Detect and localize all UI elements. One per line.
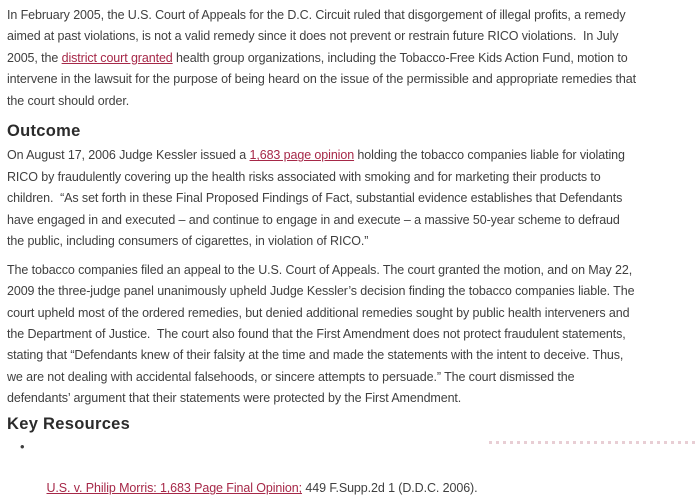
text-run: we are not dealing with accidental falsehoods, or sincere attempts to persuade.” The court dismissed the: [7, 369, 575, 384]
text-run: intervene in the lawsuit for the purpose of being heard on the issue of the permissible and appropriate remedies that: [7, 72, 636, 87]
text-run: defendants’ argument that their statements were protected by the First Amendment.: [7, 391, 462, 406]
resource-item-philip-morris: [7, 436, 693, 496]
paragraph-kessler-opinion: [7, 145, 693, 252]
text-run: have engaged in and executed – and continue to engage in and execute – a massive 50-year scheme to defraud: [7, 212, 620, 227]
text-line: [7, 303, 693, 324]
text-run: 2005, the: [7, 50, 62, 65]
text-run: The tobacco companies filed an appeal to the U.S. Court of Appeals. The court granted the motion, and on May 22,: [7, 262, 633, 277]
text-line: [7, 210, 693, 231]
next-line-crop-artifact: [489, 441, 697, 444]
text-run: health group organizations, including the Tobacco-Free Kids Action Fund, motion to: [172, 50, 628, 65]
text-line: [7, 5, 693, 26]
text-run: holding the tobacco companies liable for violating: [354, 148, 625, 163]
text-run: On August 17, 2006 Judge Kessler issued a: [7, 148, 250, 163]
text-line: [7, 345, 693, 366]
text-line: [7, 69, 693, 90]
text-line: [7, 388, 693, 409]
paragraph-appeal-decision: [7, 260, 693, 410]
text-run: children. “As set forth in these Final Proposed Findings of Fact, substantial evidence establishes that Defendants: [7, 191, 623, 206]
text-line: [7, 145, 693, 166]
text-run: stating that “Defendants knew of their falsity at the time and made the statements with the intent to deceive. Thus,: [7, 348, 624, 363]
philip-morris-final-opinion-link[interactable]: U.S. v. Philip Morris: 1,683 Page Final Opinion;: [46, 481, 303, 496]
outcome-heading: Outcome: [7, 122, 81, 141]
text-run: 449 F.Supp.2d 1 (D.D.C. 2006).: [302, 481, 478, 496]
text-run: the Department of Justice. The court also found that the First Amendment does not protect fraudulent statements,: [7, 327, 626, 342]
opinion-1683-page-link[interactable]: 1,683 page opinion: [249, 148, 355, 163]
text-line: [7, 324, 693, 345]
text-line: [7, 260, 693, 281]
paragraph-dc-circuit-ruling: [7, 5, 693, 112]
key-resources-list: [7, 436, 693, 496]
text-line: [7, 231, 693, 252]
text-line: [7, 167, 693, 188]
district-court-granted-link[interactable]: district court granted: [61, 50, 173, 65]
text-line: [7, 281, 693, 302]
key-resources-heading: Key Resources: [7, 414, 131, 433]
text-run: In February 2005, the U.S. Court of Appeals for the D.C. Circuit ruled that disgorgement of illegal profits, a remedy: [7, 8, 626, 22]
text-run: the court should order.: [7, 93, 130, 108]
text-line: [7, 48, 693, 69]
text-run: aimed at past violations, is not a valid remedy since it does not prevent or restrain future RICO violations. In July: [7, 29, 619, 44]
text-line: [7, 91, 693, 112]
text-line: [7, 367, 693, 388]
text-run: RICO by fraudulently covering up the health risks associated with smoking and for marketing their products to: [7, 169, 601, 184]
text-run: court upheld most of the ordered remedies, but denied additional remedies sought by public health interveners and: [7, 305, 630, 320]
text-run: the public, including consumers of cigarettes, in violation of RICO.”: [7, 234, 369, 249]
text-run: 2009 the three-judge panel unanimously upheld Judge Kessler’s decision finding the tobacco companies liable. The: [7, 284, 635, 299]
text-line: [7, 188, 693, 209]
text-line: [7, 26, 693, 47]
bullet-icon: •: [20, 438, 25, 454]
